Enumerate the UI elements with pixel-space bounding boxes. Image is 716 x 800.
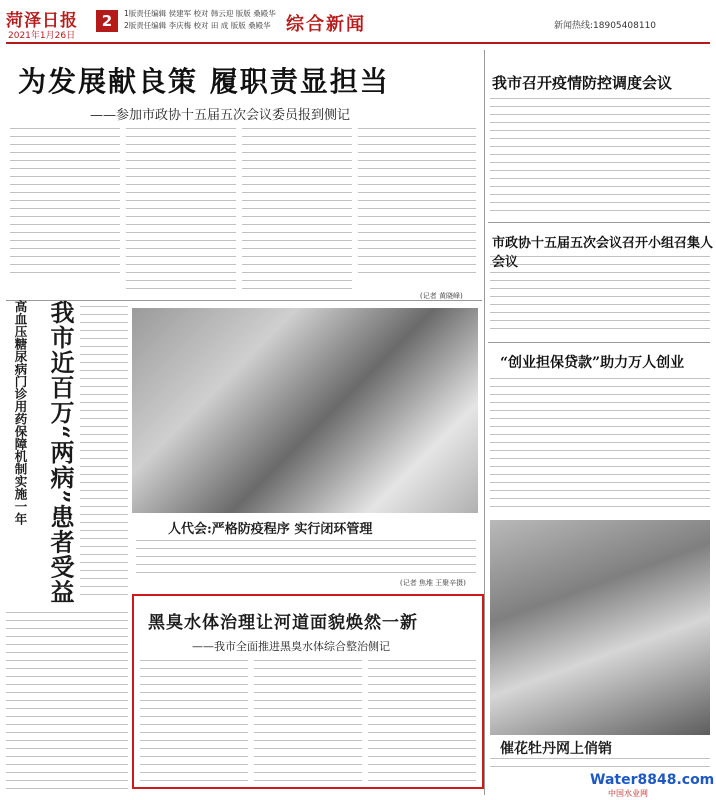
feature-box xyxy=(132,594,484,789)
photo-byline: (记者 焦堆 王聚辛摄) xyxy=(400,579,466,587)
right-article-4-title: 催花牡丹网上俏销 xyxy=(500,741,612,757)
lead-byline: (记者 黄晓峰) xyxy=(420,292,463,300)
lead-body-col-2 xyxy=(126,128,236,293)
editor-line-2: 2版责任编辑 李庆梅 校对 田 成 版版 桑殿华 xyxy=(124,21,271,30)
side-body-text-lower xyxy=(6,612,128,794)
watermark-tagline: 中国水业网 xyxy=(608,789,648,798)
feature-body-col-3 xyxy=(368,660,476,784)
feature-body-col-1 xyxy=(140,660,248,784)
right-article-1-title: 我市召开疫情防控调度会议 xyxy=(492,74,673,92)
feature-title: 黑臭水体治理让河道面貌焕然一新 xyxy=(148,613,418,633)
divider xyxy=(488,222,710,223)
side-subtitle: 高血压糖尿病门诊用药保障机制实施一年 xyxy=(13,300,28,525)
right-article-4-body xyxy=(490,758,710,770)
feature-subtitle: ——我市全面推进黑臭水体综合整治侧记 xyxy=(192,640,390,653)
divider xyxy=(488,342,710,343)
right-article-2-body xyxy=(490,256,710,336)
lead-body-col-3 xyxy=(242,128,352,293)
section-title: 综合新闻 xyxy=(286,14,366,35)
lead-body-col-1 xyxy=(10,128,120,278)
editor-line-1: 1版责任编辑 侯建军 校对 韩云迎 版版 桑殿华 xyxy=(124,9,276,18)
photo-peony-greenhouse xyxy=(490,520,710,735)
news-hotline: 新闻热线:18905408110 xyxy=(554,21,657,31)
newspaper-logo: 菏泽日报 xyxy=(6,11,78,31)
right-article-3-title: “创业担保贷款”助力万人创业 xyxy=(500,355,685,371)
right-article-1-body xyxy=(490,98,710,216)
column-rule xyxy=(484,50,485,795)
editor-credits xyxy=(124,8,276,32)
right-article-2-title: 市政协十五届五次会议召开小组召集人会议 xyxy=(492,236,714,270)
side-title: 我市近百万“两病”患者受益 xyxy=(46,300,75,605)
divider xyxy=(6,300,482,301)
lead-body-col-4 xyxy=(358,128,476,278)
side-body-text xyxy=(80,306,128,596)
lead-headline: 为发展献良策 履职责显担当 xyxy=(18,65,390,98)
photo-caption-title: 人代会:严格防疫程序 实行闭环管理 xyxy=(168,522,373,537)
masthead xyxy=(6,4,710,44)
photo-throat-swab xyxy=(132,308,478,513)
page-number: 2 xyxy=(96,10,118,32)
watermark-brand: Water8848.com xyxy=(590,772,715,788)
photo-caption-body xyxy=(136,540,476,574)
issue-date: 2021年1月26日 xyxy=(8,31,76,41)
lead-subhead: ——参加市政协十五届五次会议委员报到侧记 xyxy=(90,108,351,123)
right-article-3-body xyxy=(490,378,710,514)
feature-body-col-2 xyxy=(254,660,362,784)
